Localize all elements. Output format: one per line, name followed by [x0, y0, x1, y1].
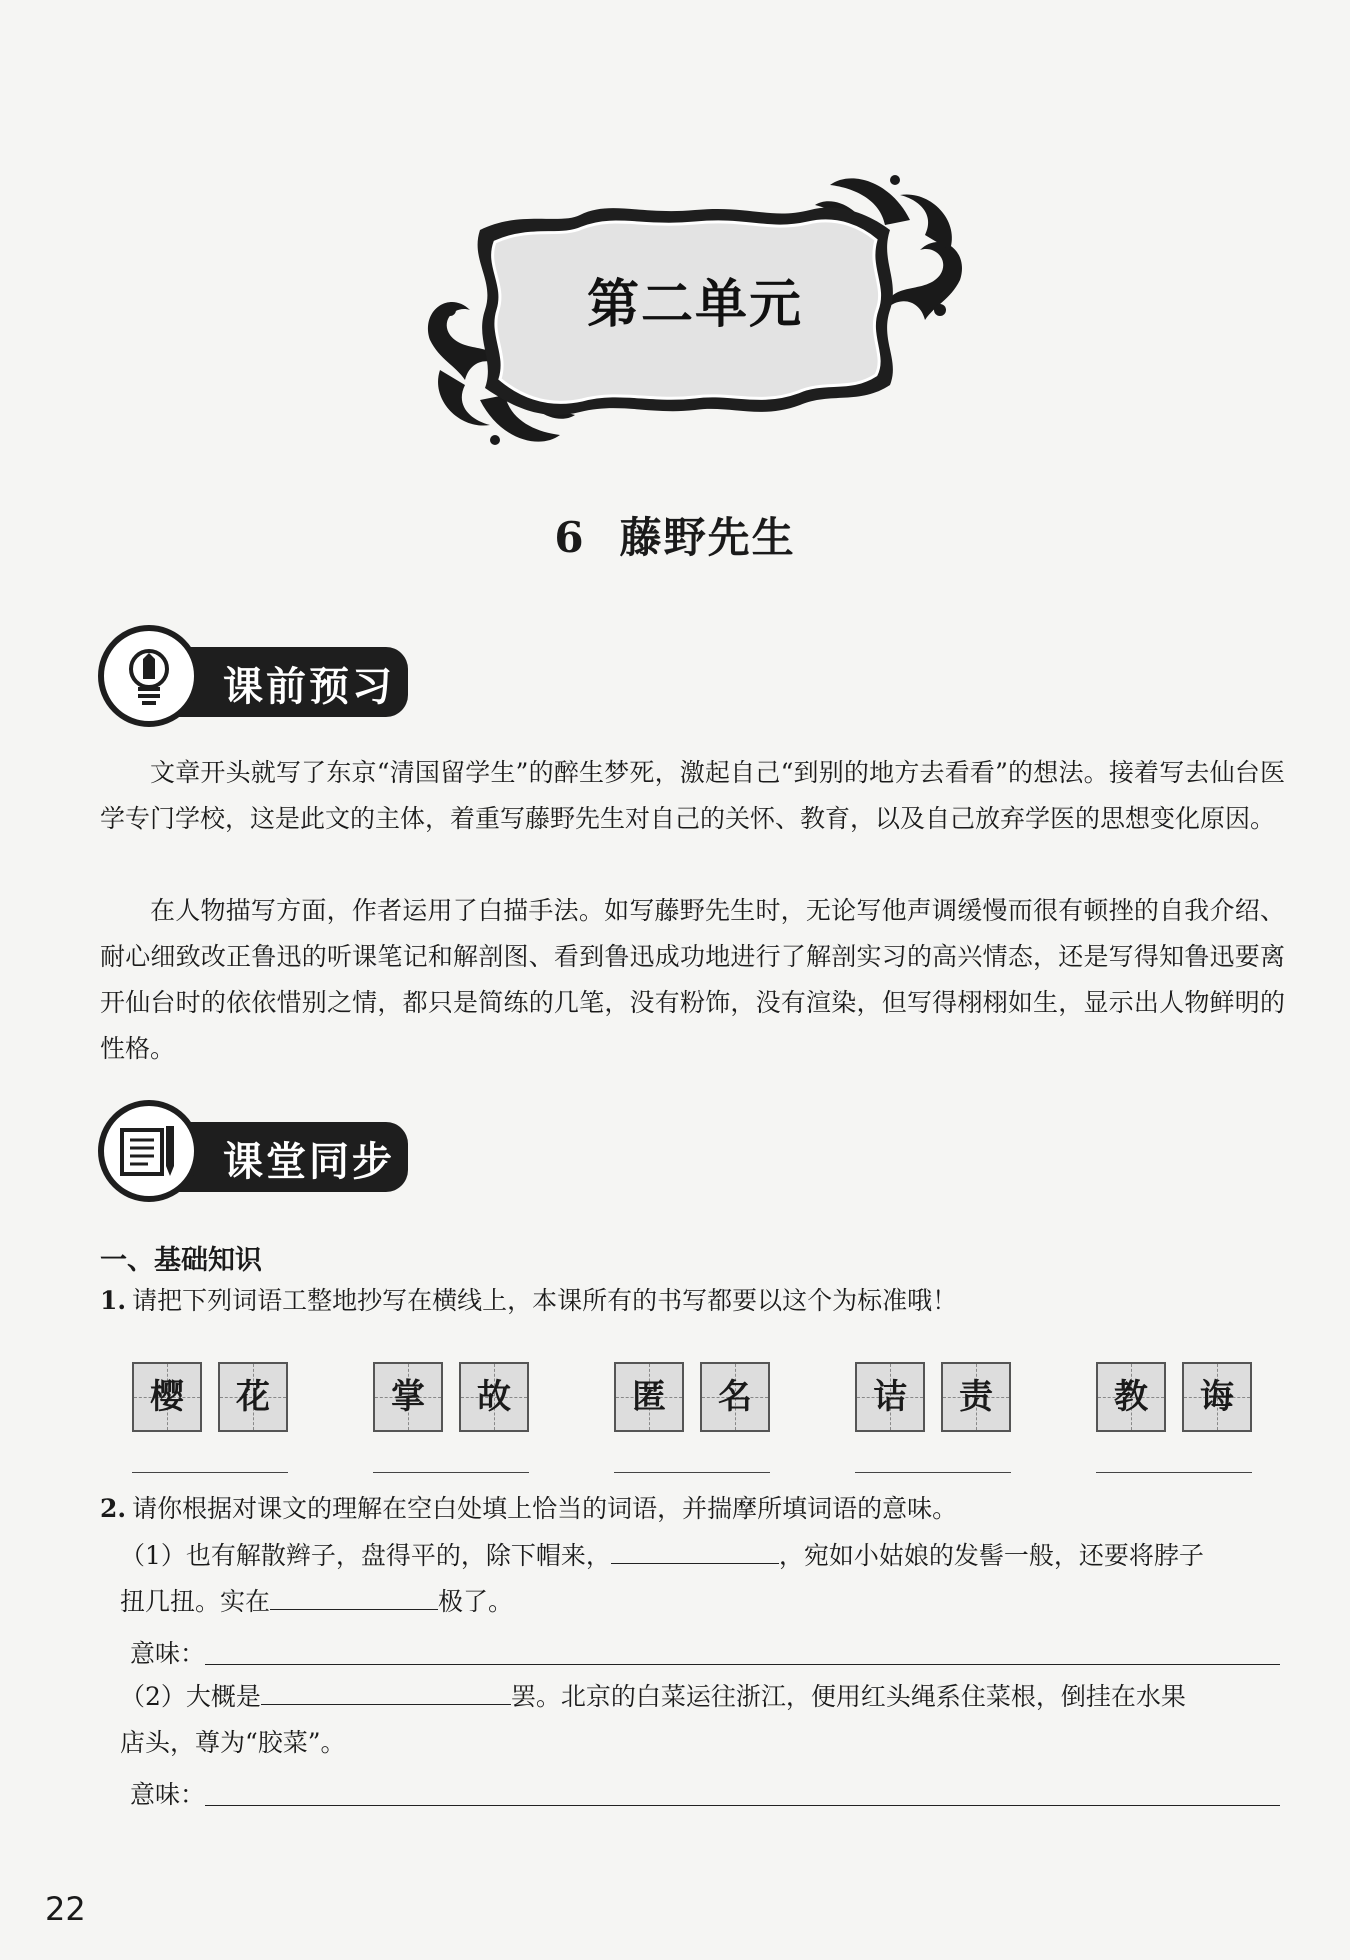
char-cell: 匿 — [614, 1362, 684, 1432]
question-text: 请你根据对课文的理解在空白处填上恰当的词语，并揣摩所填词语的意味。 — [132, 1494, 958, 1523]
section-header-circle — [98, 1100, 200, 1202]
section-header-circle — [98, 625, 200, 727]
question-2-item-2: （2）大概是 罢。北京的白菜运往浙江，便用红头绳系住菜根，倒挂在水果 店头，尊为“胶菜”。 — [120, 1674, 1285, 1766]
answer-line[interactable] — [132, 1472, 288, 1473]
lesson-name: 藤野先生 — [619, 513, 796, 562]
answer-line[interactable] — [614, 1472, 770, 1473]
section-header-label: 课堂同步 — [223, 1139, 395, 1185]
section-heading-basic: 一、基础知识 — [100, 1245, 262, 1276]
char-cell: 花 — [218, 1362, 288, 1432]
section-header-classroom — [98, 1100, 418, 1210]
char-cell: 樱 — [132, 1362, 202, 1432]
lesson-title — [0, 505, 1350, 565]
question-2 — [100, 1486, 1300, 1532]
question-number: 2. — [100, 1494, 127, 1523]
fill-blank[interactable] — [611, 1537, 779, 1564]
char-cell: 故 — [459, 1362, 529, 1432]
question-2-item-1: （1）也有解散辫子，盘得平的，除下帽来， ，宛如小姑娘的发髻一般，还要将脖子 扭几扭。实在 极了。 — [120, 1533, 1285, 1625]
char-cell: 名 — [700, 1362, 770, 1432]
preview-paragraph-1: 文章开头就写了东京“清国留学生”的醉生梦死，激起自己“到别的地方去看看”的想法。接着写去仙台医学专门学校，这是此文的主体，着重写藤野先生对自己的关怀、教育，以及自己放弃学医的思想变化原因。 — [100, 758, 1285, 833]
char-cell: 诘 — [855, 1362, 925, 1432]
unit-title: 第二单元 — [586, 275, 803, 335]
char-cell: 责 — [941, 1362, 1011, 1432]
meaning-answer-line[interactable] — [205, 1805, 1280, 1806]
preview-paragraph-2: 在人物描写方面，作者运用了白描手法。如写藤野先生时，无论写他声调缓慢而很有顿挫的自我介绍、耐心细致改正鲁迅的听课笔记和解剖图、看到鲁迅成功地进行了解剖实习的高兴情态，还是写得知鲁迅要离开仙台时的依依惜别之情，都只是简练的几笔，没有粉饰，没有渲染，但写得栩栩如生，显示出人物鲜明的性格。 — [100, 896, 1285, 1063]
answer-line[interactable] — [855, 1472, 1011, 1473]
char-cell: 掌 — [373, 1362, 443, 1432]
section-header-preview — [98, 625, 418, 735]
lesson-number: 6 — [554, 513, 586, 562]
question-1 — [100, 1278, 1300, 1324]
meaning-answer-line[interactable] — [205, 1664, 1280, 1665]
answer-line[interactable] — [373, 1472, 529, 1473]
answer-line[interactable] — [1096, 1472, 1252, 1473]
question-text: 请把下列词语工整地抄写在横线上，本课所有的书写都要以这个为标准哦！ — [132, 1286, 958, 1315]
char-cell: 教 — [1096, 1362, 1166, 1432]
page-number: 22 — [45, 1890, 86, 1928]
fill-blank[interactable] — [261, 1678, 511, 1705]
question-number: 1. — [100, 1286, 127, 1315]
char-cell: 诲 — [1182, 1362, 1252, 1432]
meaning-label: 意味： — [130, 1639, 206, 1668]
unit-banner — [410, 170, 980, 460]
meaning-label: 意味： — [130, 1780, 206, 1809]
book-pencil-icon — [118, 1120, 180, 1182]
section-header-label: 课前预习 — [223, 664, 395, 710]
lightbulb-icon — [118, 645, 180, 707]
fill-blank[interactable] — [270, 1583, 438, 1610]
